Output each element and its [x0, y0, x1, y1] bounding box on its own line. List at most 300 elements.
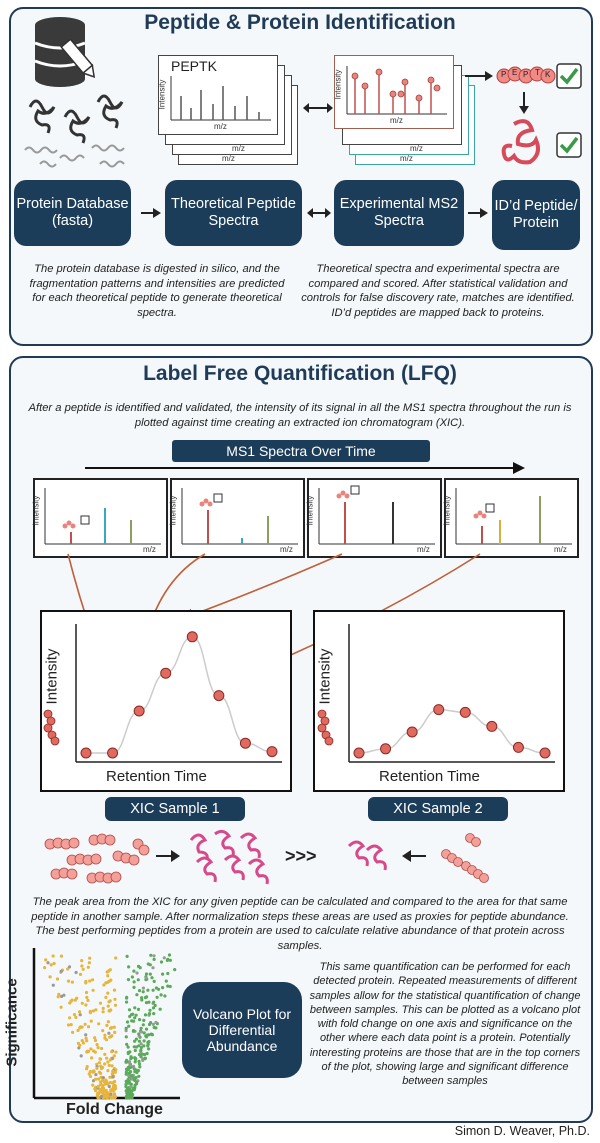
- volcano-point: [80, 964, 83, 967]
- xic1-curve: [86, 637, 272, 753]
- volcano-point: [156, 996, 159, 999]
- xic-point: [487, 721, 497, 731]
- volcano-point: [57, 993, 60, 996]
- volcano-point: [153, 980, 156, 983]
- spectrum-intensity-label: Intensity: [157, 79, 167, 110]
- volcano-point: [52, 954, 55, 957]
- volcano-point: [160, 993, 163, 996]
- caption-left: The protein database is digested in silico, and the fragmentation patterns and intensities are predicted for each theoretical peptide to generate theoretical spectra.: [29, 263, 285, 319]
- volcano-point: [101, 1079, 104, 1082]
- volcano-point: [92, 989, 95, 992]
- box-protein-database-label: Protein Database (fasta): [16, 196, 129, 229]
- volcano-point: [96, 1096, 99, 1099]
- peak-caption: The peak area from the XIC for any given peptide can be calculated and compared to the area for that same peptide in another sample. After normalization steps these areas are used as proxies for peptide abundance. The best performing peptides from a protein are used to calculate relative abundance of that protein across samples.: [31, 896, 569, 952]
- volcano-point: [89, 1011, 92, 1014]
- volcano-point: [60, 970, 63, 973]
- volcano-point: [145, 976, 148, 979]
- volcano-point: [71, 981, 74, 984]
- volcano-point: [60, 955, 63, 958]
- volcano-point: [153, 958, 156, 961]
- volcano-x-label: Fold Change: [66, 1101, 163, 1118]
- volcano-point: [125, 1043, 128, 1046]
- volcano-point: [166, 972, 169, 975]
- volcano-point: [131, 975, 134, 978]
- volcano-point: [98, 1061, 101, 1064]
- volcano-point: [90, 1056, 93, 1059]
- right-arrow-icon: [465, 70, 493, 82]
- volcano-point: [165, 980, 168, 983]
- theoretical-spectrum: [158, 55, 278, 135]
- volcano-point: [94, 1078, 97, 1081]
- volcano-point: [53, 962, 56, 965]
- volcano-point: [107, 1000, 110, 1003]
- volcano-point: [101, 1086, 104, 1089]
- volcano-point: [80, 1054, 83, 1057]
- protein-coil-red-icon: [500, 116, 550, 171]
- lfq-title: Label Free Quantification (LFQ): [143, 362, 457, 385]
- volcano-point: [97, 1022, 100, 1025]
- ms1-1-intensity: Intensity: [31, 495, 41, 526]
- back-mz-label-2: m/z: [222, 154, 235, 163]
- xic-point: [407, 727, 417, 737]
- volcano-point: [68, 1016, 71, 1019]
- volcano-point: [87, 1025, 90, 1028]
- volcano-point: [133, 1016, 136, 1019]
- volcano-point: [140, 998, 143, 1001]
- volcano-point: [127, 965, 130, 968]
- volcano-point: [84, 981, 87, 984]
- volcano-point: [160, 960, 163, 963]
- spectrum-peptide-label: PEPTK: [171, 58, 217, 74]
- volcano-point: [84, 1033, 87, 1036]
- volcano-point: [60, 1006, 63, 1009]
- volcano-point: [102, 1010, 105, 1013]
- volcano-point: [97, 1046, 100, 1049]
- volcano-point: [113, 1054, 116, 1057]
- volcano-point: [113, 989, 116, 992]
- arrow-to-protein-2-icon: [402, 850, 426, 862]
- volcano-point: [91, 978, 94, 981]
- volcano-point: [146, 1034, 149, 1037]
- volcano-point: [85, 991, 88, 994]
- volcano-point: [113, 1094, 116, 1097]
- volcano-point: [101, 1029, 104, 1032]
- volcano-point: [149, 973, 152, 976]
- volcano-point: [148, 1012, 151, 1015]
- volcano-point: [153, 1026, 156, 1029]
- caption-right: Theoretical spectra and experimental spectra are compared and scored. After statistical validation and controls for false discovery rate, matches are identified. ID’d peptides are mapped back to proteins.: [301, 263, 575, 319]
- xic-point: [434, 705, 444, 715]
- volcano-point: [113, 998, 116, 1001]
- peptide-cluster-sample1-icon: [42, 832, 152, 887]
- volcano-point: [155, 986, 158, 989]
- ms1-4-mz: m/z: [554, 545, 567, 554]
- volcano-point: [107, 1032, 110, 1035]
- volcano-point: [114, 1004, 117, 1007]
- xic-point: [81, 748, 91, 758]
- volcano-point: [163, 994, 166, 997]
- volcano-point: [126, 1087, 129, 1090]
- xic2-label: XIC Sample 2: [393, 800, 483, 817]
- xic1-x-label: Retention Time: [106, 768, 207, 785]
- volcano-point: [152, 1001, 155, 1004]
- volcano-point: [95, 1067, 98, 1070]
- volcano-point: [89, 1047, 92, 1050]
- xic-sample-1-plot: [40, 610, 292, 792]
- volcano-point: [126, 1093, 129, 1096]
- volcano-point: [96, 1043, 99, 1046]
- volcano-point: [134, 1049, 137, 1052]
- volcano-point: [111, 1081, 114, 1084]
- volcano-point: [91, 1084, 94, 1087]
- volcano-point: [94, 1008, 97, 1011]
- box-experimental-spectra-label: Experimental MS2 Spectra: [339, 196, 459, 229]
- xic-point: [540, 748, 550, 758]
- volcano-point: [89, 1070, 92, 1073]
- volcano-point: [67, 980, 70, 983]
- volcano-point: [133, 1056, 136, 1059]
- volcano-point: [111, 1089, 114, 1092]
- database-icon: [32, 15, 102, 90]
- volcano-point: [126, 955, 129, 958]
- exp-mz-label: m/z: [390, 116, 403, 125]
- volcano-point: [140, 1046, 143, 1049]
- volcano-point: [93, 1070, 96, 1073]
- xic2-y-label: Intensity: [316, 648, 334, 705]
- volcano-point: [131, 1089, 134, 1092]
- volcano-point: [125, 1001, 128, 1004]
- xic-point: [240, 738, 250, 748]
- volcano-point: [144, 996, 147, 999]
- volcano-point: [98, 1071, 101, 1074]
- ms1-1-mz: m/z: [143, 545, 156, 554]
- volcano-point: [62, 994, 65, 997]
- exp-back-mz-label-1: m/z: [410, 144, 423, 153]
- volcano-point: [74, 1016, 77, 1019]
- volcano-point: [139, 966, 142, 969]
- volcano-point: [134, 1060, 137, 1063]
- xic-point: [187, 632, 197, 642]
- volcano-point: [109, 1035, 112, 1038]
- volcano-caption: This same quantification can be performed for each detected protein. Repeated measurements of different samples allow for the statistical quantification of change between samples. This can be plotted as a volcano plot with fold change on one axis and significance on the other where each data point is a protein. Potentially interesting proteins are those that are in the top corners of the plot, showing large and significant difference between samples: [309, 961, 581, 1088]
- volcano-point: [114, 1051, 117, 1054]
- volcano-point: [89, 1075, 92, 1078]
- volcano-point: [102, 1076, 105, 1079]
- box-idd-peptide-label: ID’d Peptide/ Protein: [494, 198, 578, 231]
- volcano-point: [70, 1000, 73, 1003]
- volcano-point: [81, 1002, 84, 1005]
- volcano-point: [125, 1027, 128, 1030]
- volcano-point: [125, 1071, 128, 1074]
- volcano-point: [137, 1060, 140, 1063]
- volcano-point: [106, 974, 109, 977]
- protein-cluster-sample2-icon: [345, 836, 390, 876]
- volcano-point: [90, 1020, 93, 1023]
- volcano-point: [161, 986, 164, 989]
- volcano-point: [147, 1047, 150, 1050]
- volcano-point: [152, 1012, 155, 1015]
- volcano-point: [103, 1037, 106, 1040]
- volcano-point: [94, 1039, 97, 1042]
- volcano-point: [108, 1009, 111, 1012]
- volcano-point: [137, 978, 140, 981]
- ms1-3-intensity: Intensity: [305, 495, 315, 526]
- volcano-point: [173, 968, 176, 971]
- volcano-box-label: Volcano Plot for Differential Abundance: [192, 1005, 292, 1055]
- volcano-point: [70, 1023, 73, 1026]
- box-theoretical-spectra-label: Theoretical Peptide Spectra: [171, 196, 296, 229]
- volcano-point: [146, 1052, 149, 1055]
- volcano-point: [166, 958, 169, 961]
- xic-point: [513, 742, 523, 752]
- volcano-point: [73, 1013, 76, 1016]
- xic1-label: XIC Sample 1: [130, 800, 220, 817]
- volcano-point: [79, 1013, 82, 1016]
- xic2-label-box: [368, 797, 508, 821]
- volcano-point: [110, 1096, 113, 1099]
- volcano-point: [148, 1009, 151, 1012]
- volcano-point: [145, 972, 148, 975]
- volcano-point: [100, 1047, 103, 1050]
- volcano-point: [49, 975, 52, 978]
- volcano-point: [99, 1065, 102, 1068]
- xic-point: [108, 748, 118, 758]
- volcano-point: [106, 1069, 109, 1072]
- volcano-point: [149, 954, 152, 957]
- volcano-point: [88, 961, 91, 964]
- volcano-point: [146, 989, 149, 992]
- volcano-point: [98, 1057, 101, 1060]
- volcano-point: [152, 954, 155, 957]
- volcano-point: [129, 1085, 132, 1088]
- volcano-point: [142, 1023, 145, 1026]
- arrow-to-protein-1-icon: [156, 850, 180, 862]
- bead-letter-5: K: [545, 70, 551, 79]
- volcano-point: [82, 968, 85, 971]
- volcano-point: [128, 1061, 131, 1064]
- check-icon-peptide: [556, 63, 582, 89]
- volcano-point: [103, 1034, 106, 1037]
- volcano-point: [102, 1007, 105, 1010]
- volcano-point: [106, 1060, 109, 1063]
- volcano-point: [138, 1065, 141, 1068]
- xic-point: [134, 706, 144, 716]
- volcano-point: [125, 1068, 128, 1071]
- volcano-point: [43, 966, 46, 969]
- volcano-point: [78, 1026, 81, 1029]
- volcano-point: [135, 1045, 138, 1048]
- volcano-point: [114, 956, 117, 959]
- exp-back-mz-label-2: m/z: [400, 154, 413, 163]
- volcano-point: [142, 987, 145, 990]
- volcano-point: [152, 1023, 155, 1026]
- volcano-point: [80, 959, 83, 962]
- volcano-point: [125, 1081, 128, 1084]
- volcano-point: [84, 1023, 87, 1026]
- volcano-point: [104, 1090, 107, 1093]
- volcano-point: [99, 1002, 102, 1005]
- xic-sample-2-plot: [313, 610, 565, 792]
- volcano-point: [86, 1065, 89, 1068]
- volcano-point: [68, 965, 71, 968]
- volcano-point: [86, 999, 89, 1002]
- volcano-point: [135, 971, 138, 974]
- volcano-point: [50, 963, 53, 966]
- protein-cluster-sample1-icon: [185, 828, 275, 888]
- bead-letter-3: P: [523, 70, 529, 79]
- volcano-point: [135, 1038, 138, 1041]
- volcano-point: [87, 966, 90, 969]
- compare-symbol: >>>: [285, 846, 317, 866]
- volcano-point: [104, 996, 107, 999]
- spectrum-mz-label: m/z: [214, 122, 227, 131]
- volcano-point: [142, 1019, 145, 1022]
- volcano-point: [138, 1018, 141, 1021]
- volcano-point: [103, 1053, 106, 1056]
- volcano-point: [78, 1010, 81, 1013]
- volcano-point: [135, 1082, 138, 1085]
- xic1-y-label: Intensity: [43, 648, 61, 705]
- volcano-point: [85, 996, 88, 999]
- volcano-point: [133, 1006, 136, 1009]
- volcano-point: [113, 1026, 116, 1029]
- volcano-point: [108, 1064, 111, 1067]
- volcano-point: [125, 1096, 128, 1099]
- back-mz-label-1: m/z: [232, 144, 245, 153]
- ms1-label-box: [172, 440, 430, 462]
- volcano-point: [92, 1049, 95, 1052]
- volcano-point: [152, 1006, 155, 1009]
- volcano-point: [113, 1031, 116, 1034]
- volcano-point: [107, 1005, 110, 1008]
- volcano-point: [133, 980, 136, 983]
- volcano-point: [111, 1075, 114, 1078]
- volcano-point: [105, 1057, 108, 1060]
- volcano-point: [130, 1056, 133, 1059]
- volcano-point: [140, 1027, 143, 1030]
- volcano-point: [128, 1072, 131, 1075]
- volcano-point: [134, 1068, 137, 1071]
- volcano-point: [109, 1093, 112, 1096]
- volcano-point: [111, 1064, 114, 1067]
- volcano-point: [77, 1042, 80, 1045]
- ms1-2-mz: m/z: [280, 545, 293, 554]
- volcano-point: [109, 1058, 112, 1061]
- volcano-point: [102, 1092, 105, 1095]
- box-protein-database: [14, 180, 131, 246]
- volcano-point: [79, 973, 82, 976]
- volcano-point: [46, 961, 49, 964]
- box-idd-peptide: [492, 180, 580, 250]
- volcano-point: [132, 1065, 135, 1068]
- bead-letter-4: T: [535, 68, 540, 77]
- ms1-label: MS1 Spectra Over Time: [226, 442, 376, 459]
- volcano-point: [125, 996, 128, 999]
- volcano-point: [71, 1031, 74, 1034]
- volcano-point: [109, 1027, 112, 1030]
- identification-title: Peptide & Protein Identification: [144, 11, 456, 34]
- volcano-point: [138, 1053, 141, 1056]
- volcano-point: [143, 1039, 146, 1042]
- volcano-point: [106, 970, 109, 973]
- volcano-point: [94, 1073, 97, 1076]
- xic-point: [381, 744, 391, 754]
- volcano-point: [85, 1050, 88, 1053]
- volcano-point: [111, 1070, 114, 1073]
- volcano-point: [88, 957, 91, 960]
- volcano-point: [137, 1075, 140, 1078]
- volcano-point: [141, 1059, 144, 1062]
- volcano-point: [110, 1050, 113, 1053]
- volcano-point: [149, 963, 152, 966]
- volcano-point: [142, 990, 145, 993]
- volcano-point: [132, 986, 135, 989]
- volcano-point: [137, 1008, 140, 1011]
- author: Simon D. Weaver, Ph.D.: [454, 1124, 590, 1138]
- volcano-point: [127, 1051, 130, 1054]
- volcano-point: [131, 1013, 134, 1016]
- volcano-point: [128, 1015, 131, 1018]
- protein-coils-icon: [20, 92, 135, 172]
- bead-letter-1: P: [501, 70, 507, 79]
- exp-intensity-label: Intensity: [333, 69, 343, 100]
- volcano-point: [145, 1028, 148, 1031]
- volcano-point: [161, 973, 164, 976]
- xic-point: [161, 668, 171, 678]
- volcano-point: [168, 953, 171, 956]
- volcano-point: [166, 985, 169, 988]
- volcano-point: [149, 1021, 152, 1024]
- peptide-cluster-sample2-icon: [440, 832, 490, 887]
- volcano-point: [105, 1094, 108, 1097]
- volcano-point: [128, 1008, 131, 1011]
- xic-point: [460, 707, 470, 717]
- volcano-point: [132, 970, 135, 973]
- volcano-point: [44, 958, 47, 961]
- volcano-plot: [22, 948, 182, 1108]
- volcano-point: [126, 1020, 129, 1023]
- volcano-point: [127, 1025, 130, 1028]
- volcano-point: [97, 1085, 100, 1088]
- volcano-point: [151, 1033, 154, 1036]
- volcano-point: [128, 1096, 131, 1099]
- volcano-point: [141, 1052, 144, 1055]
- compare-arrow-icon: [303, 102, 333, 114]
- box-experimental-spectra: [334, 180, 464, 246]
- volcano-point: [144, 1013, 147, 1016]
- volcano-point: [138, 989, 141, 992]
- volcano-point: [154, 1021, 157, 1024]
- volcano-point: [56, 977, 59, 980]
- volcano-point: [88, 979, 91, 982]
- volcano-point: [84, 1003, 87, 1006]
- volcano-y-label: Significance: [3, 978, 21, 1067]
- ms1-4-intensity: Intensity: [442, 495, 452, 526]
- volcano-point: [105, 1080, 108, 1083]
- volcano-box: [182, 982, 302, 1078]
- xic-point: [354, 748, 364, 758]
- volcano-point: [140, 1030, 143, 1033]
- ms1-3-mz: m/z: [417, 545, 430, 554]
- xic2-x-label: Retention Time: [379, 768, 480, 785]
- volcano-point: [76, 1029, 79, 1032]
- volcano-point: [103, 1062, 106, 1065]
- volcano-point: [75, 971, 78, 974]
- volcano-point: [132, 1029, 135, 1032]
- volcano-point: [94, 1089, 97, 1092]
- volcano-point: [127, 978, 130, 981]
- volcano-point: [163, 956, 166, 959]
